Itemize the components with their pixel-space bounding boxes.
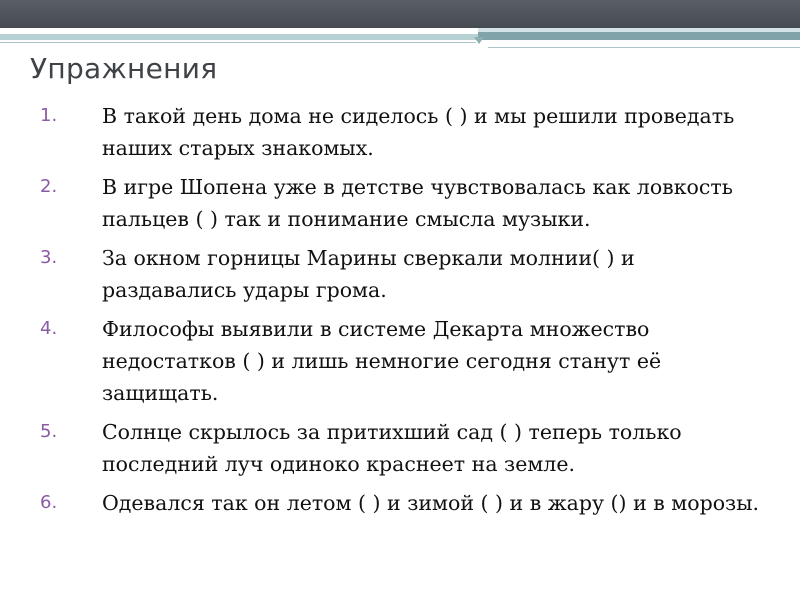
list-item (40, 313, 760, 409)
list-item-text: В игре Шопена уже в детстве чувствовалась как ловкость пальцев ( ) так и понимание смысла музыки. (102, 175, 733, 231)
header-divider-right (488, 47, 800, 48)
list-item-number: 1. (40, 105, 58, 126)
list-item-number: 5. (40, 421, 58, 442)
list-item (40, 487, 760, 519)
list-item (40, 242, 760, 306)
list-item-number: 6. (40, 492, 58, 513)
list-item-text: Одевался так он летом ( ) и зимой ( ) и в жару () и в морозы. (102, 491, 760, 515)
list-item-text: Солнце скрылось за притихший сад ( ) теперь только последний луч одиноко краснеет на земле. (102, 420, 682, 476)
list-item-text: Философы выявили в системе Декарта множество недостатков ( ) и лишь немногие сегодня станут её защищать. (102, 317, 662, 405)
header-bar (0, 0, 800, 28)
accent-band-highlight (478, 28, 800, 32)
list-item (40, 416, 760, 480)
list-item (40, 171, 760, 235)
list-item-number: 4. (40, 318, 58, 339)
slide-title: Упражнения (30, 52, 218, 85)
triangle-marker-icon (474, 37, 484, 44)
header-divider-left (0, 42, 476, 43)
list-item-text: В такой день дома не сиделось ( ) и мы решили проведать наших старых знакомых. (102, 104, 735, 160)
exercise-list (40, 100, 760, 526)
list-item-number: 3. (40, 247, 58, 268)
list-item-number: 2. (40, 176, 58, 197)
list-item (40, 100, 760, 164)
header-accent-band (0, 28, 800, 40)
list-item-text: За окном горницы Марины сверкали молнии( ) и раздавались удары грома. (102, 246, 635, 302)
